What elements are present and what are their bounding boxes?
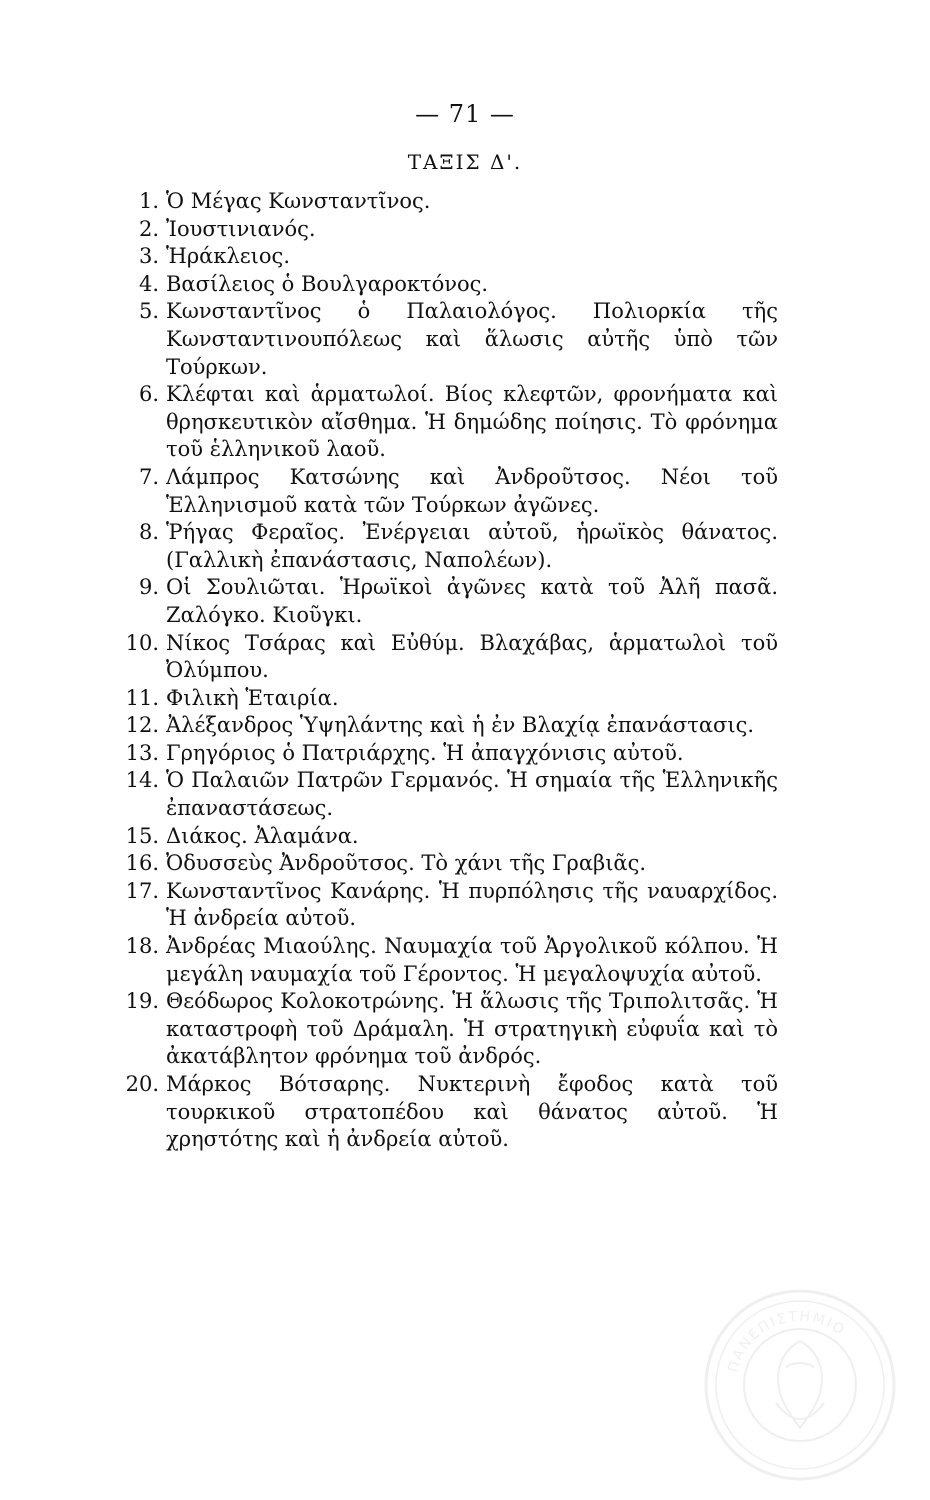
list-item bbox=[118, 464, 778, 519]
item-number: 19. bbox=[125, 989, 159, 1014]
item-number: 15. bbox=[125, 823, 159, 848]
item-number: 7. bbox=[138, 464, 159, 489]
list-item bbox=[118, 933, 778, 988]
item-text: Ὁ Μέγας Κωνσταντῖνος. bbox=[166, 189, 431, 213]
item-text: Φιλικὴ Ἑταιρία. bbox=[166, 685, 339, 710]
item-text: Γρηγόριος ὁ Πατριάρχης. Ἡ ἀπαγχόνισις αὐτοῦ. bbox=[166, 740, 684, 765]
list-item bbox=[118, 574, 778, 629]
item-number: 17. bbox=[125, 878, 159, 903]
list-item bbox=[118, 381, 778, 464]
item-number: 8. bbox=[138, 520, 159, 545]
svg-text:ΠΑΝΕΠΙΣΤΗΜΙΟ bbox=[725, 1309, 848, 1374]
list-item bbox=[118, 823, 778, 851]
item-text: Ἡράκλειος. bbox=[166, 244, 290, 269]
item-text: Ἀλέξανδρος Ὑψηλάντης καὶ ἡ ἐν Βλαχίᾳ ἐπανάστασις. bbox=[166, 713, 754, 738]
item-number: 11. bbox=[125, 685, 159, 710]
section-title: ΤΑΞΙΣ Δ'. bbox=[407, 150, 523, 174]
item-text: Νίκος Τσάρας καὶ Εὐθύμ. Βλαχάβας, ἁρματωλοὶ τοῦ Ὀλύμπου. bbox=[166, 630, 778, 683]
list-item bbox=[118, 630, 778, 685]
list-item bbox=[118, 519, 778, 574]
item-text: Ἰουστινιανός. bbox=[166, 216, 316, 241]
list-item bbox=[118, 298, 778, 381]
item-number: 20. bbox=[125, 1072, 159, 1096]
item-number: 10. bbox=[125, 630, 159, 655]
item-text: Ῥήγας Φεραῖος. Ἐνέργειαι αὐτοῦ, ἡρωϊκὸς θάνατος. (Γαλλικὴ ἐπανάστασις, Ναπολέων). bbox=[166, 520, 778, 572]
item-number: 12. bbox=[125, 713, 159, 738]
list-item bbox=[118, 988, 778, 1071]
item-number: 4. bbox=[138, 271, 159, 296]
item-text: Οἱ Σουλιῶται. Ἡρωϊκοὶ ἀγῶνες κατὰ τοῦ Ἀλῆ πασᾶ. Ζαλόγκο. Κιοῦγκι. bbox=[166, 575, 778, 627]
item-number: 1. bbox=[138, 189, 159, 213]
item-number: 6. bbox=[138, 382, 159, 407]
item-text: Μάρκος Βότσαρης. Νυκτερινὴ ἔφοδος κατὰ τοῦ τουρκικοῦ στρατοπέδου καὶ θάνατος αὐτοῦ. Ἡ χρηστότης καὶ ἡ ἀνδρεία αὐτοῦ. bbox=[166, 1072, 778, 1152]
item-text: Βασίλειος ὁ Βουλγαροκτόνος. bbox=[166, 271, 489, 296]
list-item bbox=[118, 850, 778, 878]
page-number: — 71 — bbox=[415, 100, 515, 128]
item-number: 16. bbox=[125, 851, 159, 876]
list-item bbox=[118, 243, 778, 271]
seal-legend: ΠΑΝΕΠΙΣΤΗΜΙΟ bbox=[725, 1308, 849, 1375]
item-number: 2. bbox=[138, 216, 159, 241]
item-number: 18. bbox=[125, 934, 159, 959]
item-number: 3. bbox=[138, 244, 159, 269]
item-text: Διάκος. Ἀλαμάνα. bbox=[166, 823, 359, 848]
item-text: Κλέφται καὶ ἁρματωλοί. Βίος κλεφτῶν, φρονήματα καὶ θρησκευτικὸν αἴσθημα. Ἡ δημώδης ποίησις. Τὸ φρόνημα τοῦ ἑλληνικοῦ λαοῦ. bbox=[166, 382, 778, 462]
item-text: Κωνσταντῖνος ὁ Παλαιολόγος. Πολιορκία τῆς Κωνσταντινουπόλεως καὶ ἅλωσις αὐτῆς ὑπὸ τῶν Τούρκων. bbox=[166, 299, 778, 379]
item-number: 9. bbox=[138, 575, 159, 600]
contents-list bbox=[118, 188, 778, 1154]
item-text: Κωνσταντῖνος Κανάρης. Ἡ πυρπόλησις τῆς ναυαρχίδος. Ἡ ἀνδρεία αὐτοῦ. bbox=[166, 878, 778, 931]
list-item bbox=[118, 685, 778, 713]
list-item bbox=[118, 878, 778, 933]
list-item bbox=[118, 188, 778, 216]
item-number: 14. bbox=[125, 768, 159, 793]
item-number: 5. bbox=[138, 299, 159, 324]
list-item bbox=[118, 216, 778, 244]
item-text: Ὀδυσσεὺς Ἀνδροῦτσος. Τὸ χάνι τῆς Γραβιᾶς. bbox=[166, 851, 647, 876]
item-number: 13. bbox=[125, 740, 159, 765]
list-item bbox=[118, 1071, 778, 1154]
item-text: Θεόδωρος Κολοκοτρώνης. Ἡ ἅλωσις τῆς Τριπολιτσᾶς. Ἡ καταστροφὴ τοῦ Δράμαλη. Ἡ στρατηγικὴ εὐφυΐα καὶ τὸ ἀκατάβλητον φρόνημα τοῦ ἀνδρός. bbox=[166, 989, 778, 1069]
item-text: Ἀνδρέας Μιαούλης. Ναυμαχία τοῦ Ἀργολικοῦ κόλπου. Ἡ μεγάλη ναυμαχία τοῦ Γέροντος. Ἡ μεγαλοψυχία αὐτοῦ. bbox=[166, 934, 778, 986]
item-text: Ὁ Παλαιῶν Πατρῶν Γερμανός. Ἡ σημαία τῆς Ἑλληνικῆς ἐπαναστάσεως. bbox=[166, 768, 778, 821]
list-item bbox=[118, 712, 778, 740]
library-seal-icon bbox=[700, 1285, 900, 1485]
item-text: Λάμπρος Κατσώνης καὶ Ἀνδροῦτσος. Νέοι τοῦ Ἑλληνισμοῦ κατὰ τῶν Τούρκων ἀγῶνες. bbox=[166, 464, 778, 517]
list-item bbox=[118, 271, 778, 299]
list-item bbox=[118, 740, 778, 768]
list-item bbox=[118, 767, 778, 822]
